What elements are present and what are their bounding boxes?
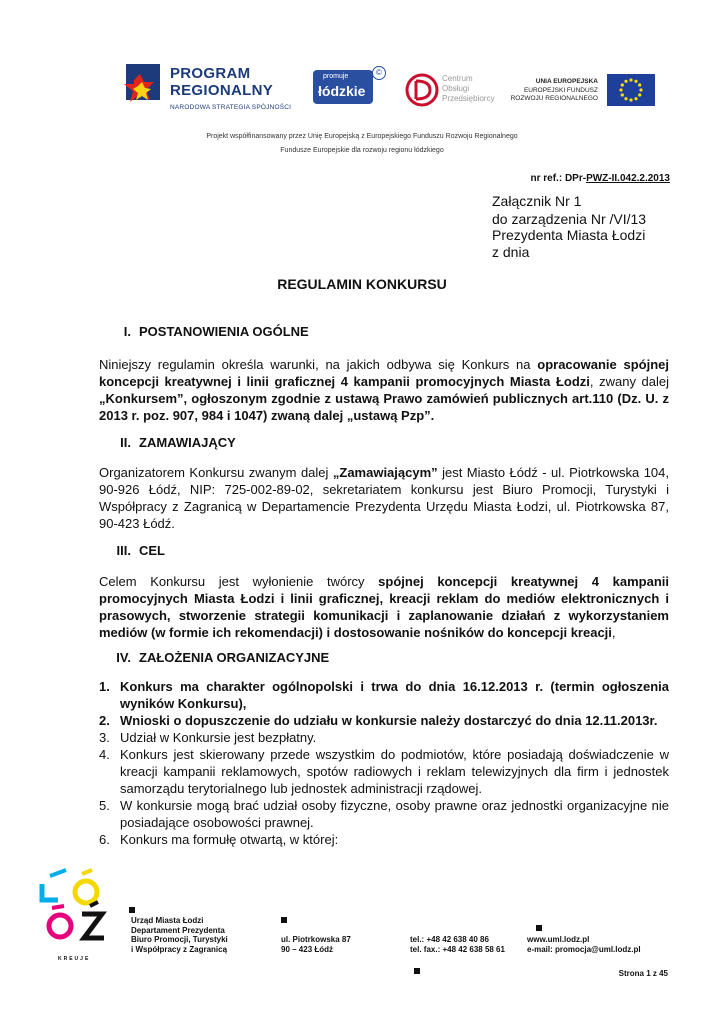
- eu-logo: [510, 74, 650, 106]
- program-tagline: NARODOWA STRATEGIA SPÓJNOŚCI: [170, 104, 292, 111]
- program-title-line2: REGIONALNY: [170, 82, 274, 99]
- section-1-paragraph: [99, 356, 669, 424]
- footer-line: ul. Piotrkowska 87: [281, 935, 351, 944]
- section-title: ZAMAWIAJĄCY: [139, 435, 236, 450]
- section-number: IV.: [116, 650, 131, 665]
- section-title: POSTANOWIENIA OGÓLNE: [139, 324, 309, 339]
- text-run: , zwany dalej: [589, 374, 669, 389]
- item-text: Konkurs ma charakter ogólnopolski i trwa do dnia 16.12.2013 r. (termin ogłoszenia wyników Konkursu),: [120, 679, 669, 711]
- footer-address: [281, 935, 351, 954]
- item-number: 2.: [99, 713, 110, 728]
- text-run-bold: „Zamawiającym”: [332, 465, 438, 480]
- item-number: 3.: [99, 730, 110, 745]
- item-number: 4.: [99, 747, 110, 762]
- text-run-bold: spójnej koncepcji kreatywnej 4 kampanii promocyjnych Miasta Łodzi i linii graficznej, kreacji reklam do mediów elektronicznych i prasowych, stworzenie strategii komunikacji i zaplanowanie działań z wykorzystaniem mediów (w formie ich rekomendacji) i dostosowanie nośników do koncepcji kreacji: [99, 574, 669, 640]
- eu-flag-icon: [607, 74, 655, 106]
- section-number: II.: [120, 435, 131, 450]
- section-heading-2: [107, 435, 236, 450]
- copyright-mark: ©: [372, 66, 386, 80]
- reference-code: PWZ-II.042.2.2013: [586, 173, 670, 184]
- program-star-icon: [120, 60, 166, 118]
- section-heading-3: [107, 543, 165, 558]
- eu-line3: ROZWOJU REGIONALNEGO: [510, 95, 598, 102]
- footer-bullet: [536, 925, 542, 931]
- list-item: [99, 797, 669, 831]
- section-heading-1: [107, 324, 309, 339]
- cop-line1: Centrum: [442, 74, 473, 83]
- annex-line-4: z dnia: [492, 244, 530, 260]
- list-item: [99, 746, 669, 797]
- text-run: Celem Konkursu jest wyłonienie twórcy: [99, 574, 379, 589]
- text-run: Organizatorem Konkursu zwanym dalej: [99, 465, 333, 480]
- text-run: Niniejszy regulamin określa warunki, na jakich odbywa się Konkurs na: [99, 357, 538, 372]
- footer-bullet: [281, 917, 287, 923]
- item-text: Wnioski o dopuszczenie do udziału w konkursie należy dostarczyć do dnia 12.11.2013r.: [120, 713, 658, 728]
- lodz-kreuje-logo: [38, 862, 118, 966]
- list-item: [99, 729, 669, 746]
- item-number: 5.: [99, 798, 110, 813]
- annex-line-2: do zarządzenia Nr /VI/13: [492, 211, 647, 227]
- footer-department: [131, 916, 228, 954]
- list-item: [99, 678, 669, 712]
- organizational-list: [99, 678, 669, 848]
- reference-number: [470, 173, 670, 184]
- footer-line: Urząd Miasta Łodzi: [131, 916, 204, 925]
- program-regionalny-logo: [120, 60, 300, 118]
- list-item: [99, 831, 669, 848]
- lodz-kreuje-icon: [38, 862, 118, 958]
- section-2-paragraph: [99, 464, 669, 532]
- funding-line-2: Fundusze Europejskie dla rozwoju regionu łódzkiego: [280, 147, 444, 154]
- section-3-paragraph: [99, 573, 669, 641]
- item-text: W konkursie mogą brać udział osoby fizyczne, osoby prawne oraz jednostki organizacyjne nie posiadające osobowości prawnej.: [120, 798, 669, 830]
- footer-line: tel.: +48 42 638 40 86: [410, 935, 489, 944]
- lodzkie-main: łódzkie: [318, 83, 366, 99]
- section-number: III.: [116, 543, 131, 558]
- footer-email-link[interactable]: e-mail: promocja@uml.lodz.pl: [527, 944, 641, 954]
- eu-line1: UNIA EUROPEJSKA: [535, 78, 598, 85]
- item-number: 6.: [99, 832, 110, 847]
- section-title: CEL: [139, 543, 165, 558]
- promuje-lodzkie-logo: [313, 70, 373, 104]
- page-number: Strona 1 z 45: [618, 969, 668, 978]
- eu-line2: EUROPEJSKI FUNDUSZ: [523, 87, 598, 94]
- text-run-bold: opracowanie spójnej koncepcji kreatywnej i linii graficznej 4 kampanii promocyjnych Miasta Łodzi: [99, 357, 669, 389]
- funding-line-1: Projekt współfinansowany przez Unię Europejską z Europejskiego Funduszu Rozwoju Regionalnego: [206, 133, 518, 140]
- text-run: ,: [611, 625, 616, 640]
- footer-bullet: [129, 907, 135, 913]
- list-item: [99, 712, 669, 729]
- footer-website-link[interactable]: www.uml.lodz.pl: [527, 935, 590, 944]
- item-text: Konkurs jest skierowany przede wszystkim do podmiotów, które posiadają doświadczenie w kreacji kampanii reklamowych, spotów radiowych i reklam telewizyjnych dla firm i jednostek samorządu terytorialnego lub jednostek administracji rządowej.: [120, 747, 669, 796]
- footer-line: 90 – 423 Łódź: [281, 944, 334, 954]
- item-text: Konkurs ma formułę otwartą, w której:: [120, 832, 339, 847]
- cop-line2: Obsługi: [442, 84, 470, 93]
- kreuje-word: KREUJE: [58, 956, 91, 962]
- footer-line: tel. fax.: +48 42 638 58 61: [410, 944, 505, 954]
- annex-line-3: Prezydenta Miasta Łodzi: [492, 227, 646, 243]
- program-title-line1: PROGRAM: [170, 65, 251, 82]
- footer-line: Departament Prezydenta: [131, 925, 225, 935]
- cop-line3: Przedsiębiorcy: [442, 94, 495, 103]
- item-text: Udział w Konkursie jest bezpłatny.: [120, 730, 317, 745]
- footer-line: i Współpracy z Zagranicą: [131, 944, 228, 954]
- footer-phones: [410, 935, 505, 954]
- annex-line-1: Załącznik Nr 1: [492, 193, 582, 209]
- footer-line: Biuro Promocji, Turystyki: [131, 935, 228, 944]
- item-number: 1.: [99, 679, 110, 694]
- document-title: REGULAMIN KONKURSU: [277, 276, 447, 292]
- lodzkie-top: promuje: [323, 73, 349, 80]
- reference-label: nr ref.: DPr-: [530, 173, 587, 184]
- cop-circle-icon: [404, 72, 440, 108]
- footer-bullet: [414, 968, 420, 974]
- section-number: I.: [123, 324, 131, 339]
- section-title: ZAŁOŻENIA ORGANIZACYJNE: [139, 650, 330, 665]
- text-run: jest Miasto Łódź - ul. Piotrkowska 104, 90-926 Łódź, NIP: 725-002-89-02, sekretariatem konkursu jest Biuro Promocji, Turystyki i Współpracy z Zagranicą w Departamencie Prezydenta Urzędu Miasta Łodzi, ul. Piotrkowska 87, 90-423 Łódź.: [99, 465, 669, 531]
- text-run-bold: „Konkursem”, ogłoszonym zgodnie z ustawą Prawo zamówień publicznych art.110 (Dz. U. z 2013 r. poz. 907, 984 i 1047) zwaną dalej „ustawą Pzp”.: [99, 391, 669, 423]
- footer-web: [527, 935, 641, 954]
- section-heading-4: [107, 650, 329, 665]
